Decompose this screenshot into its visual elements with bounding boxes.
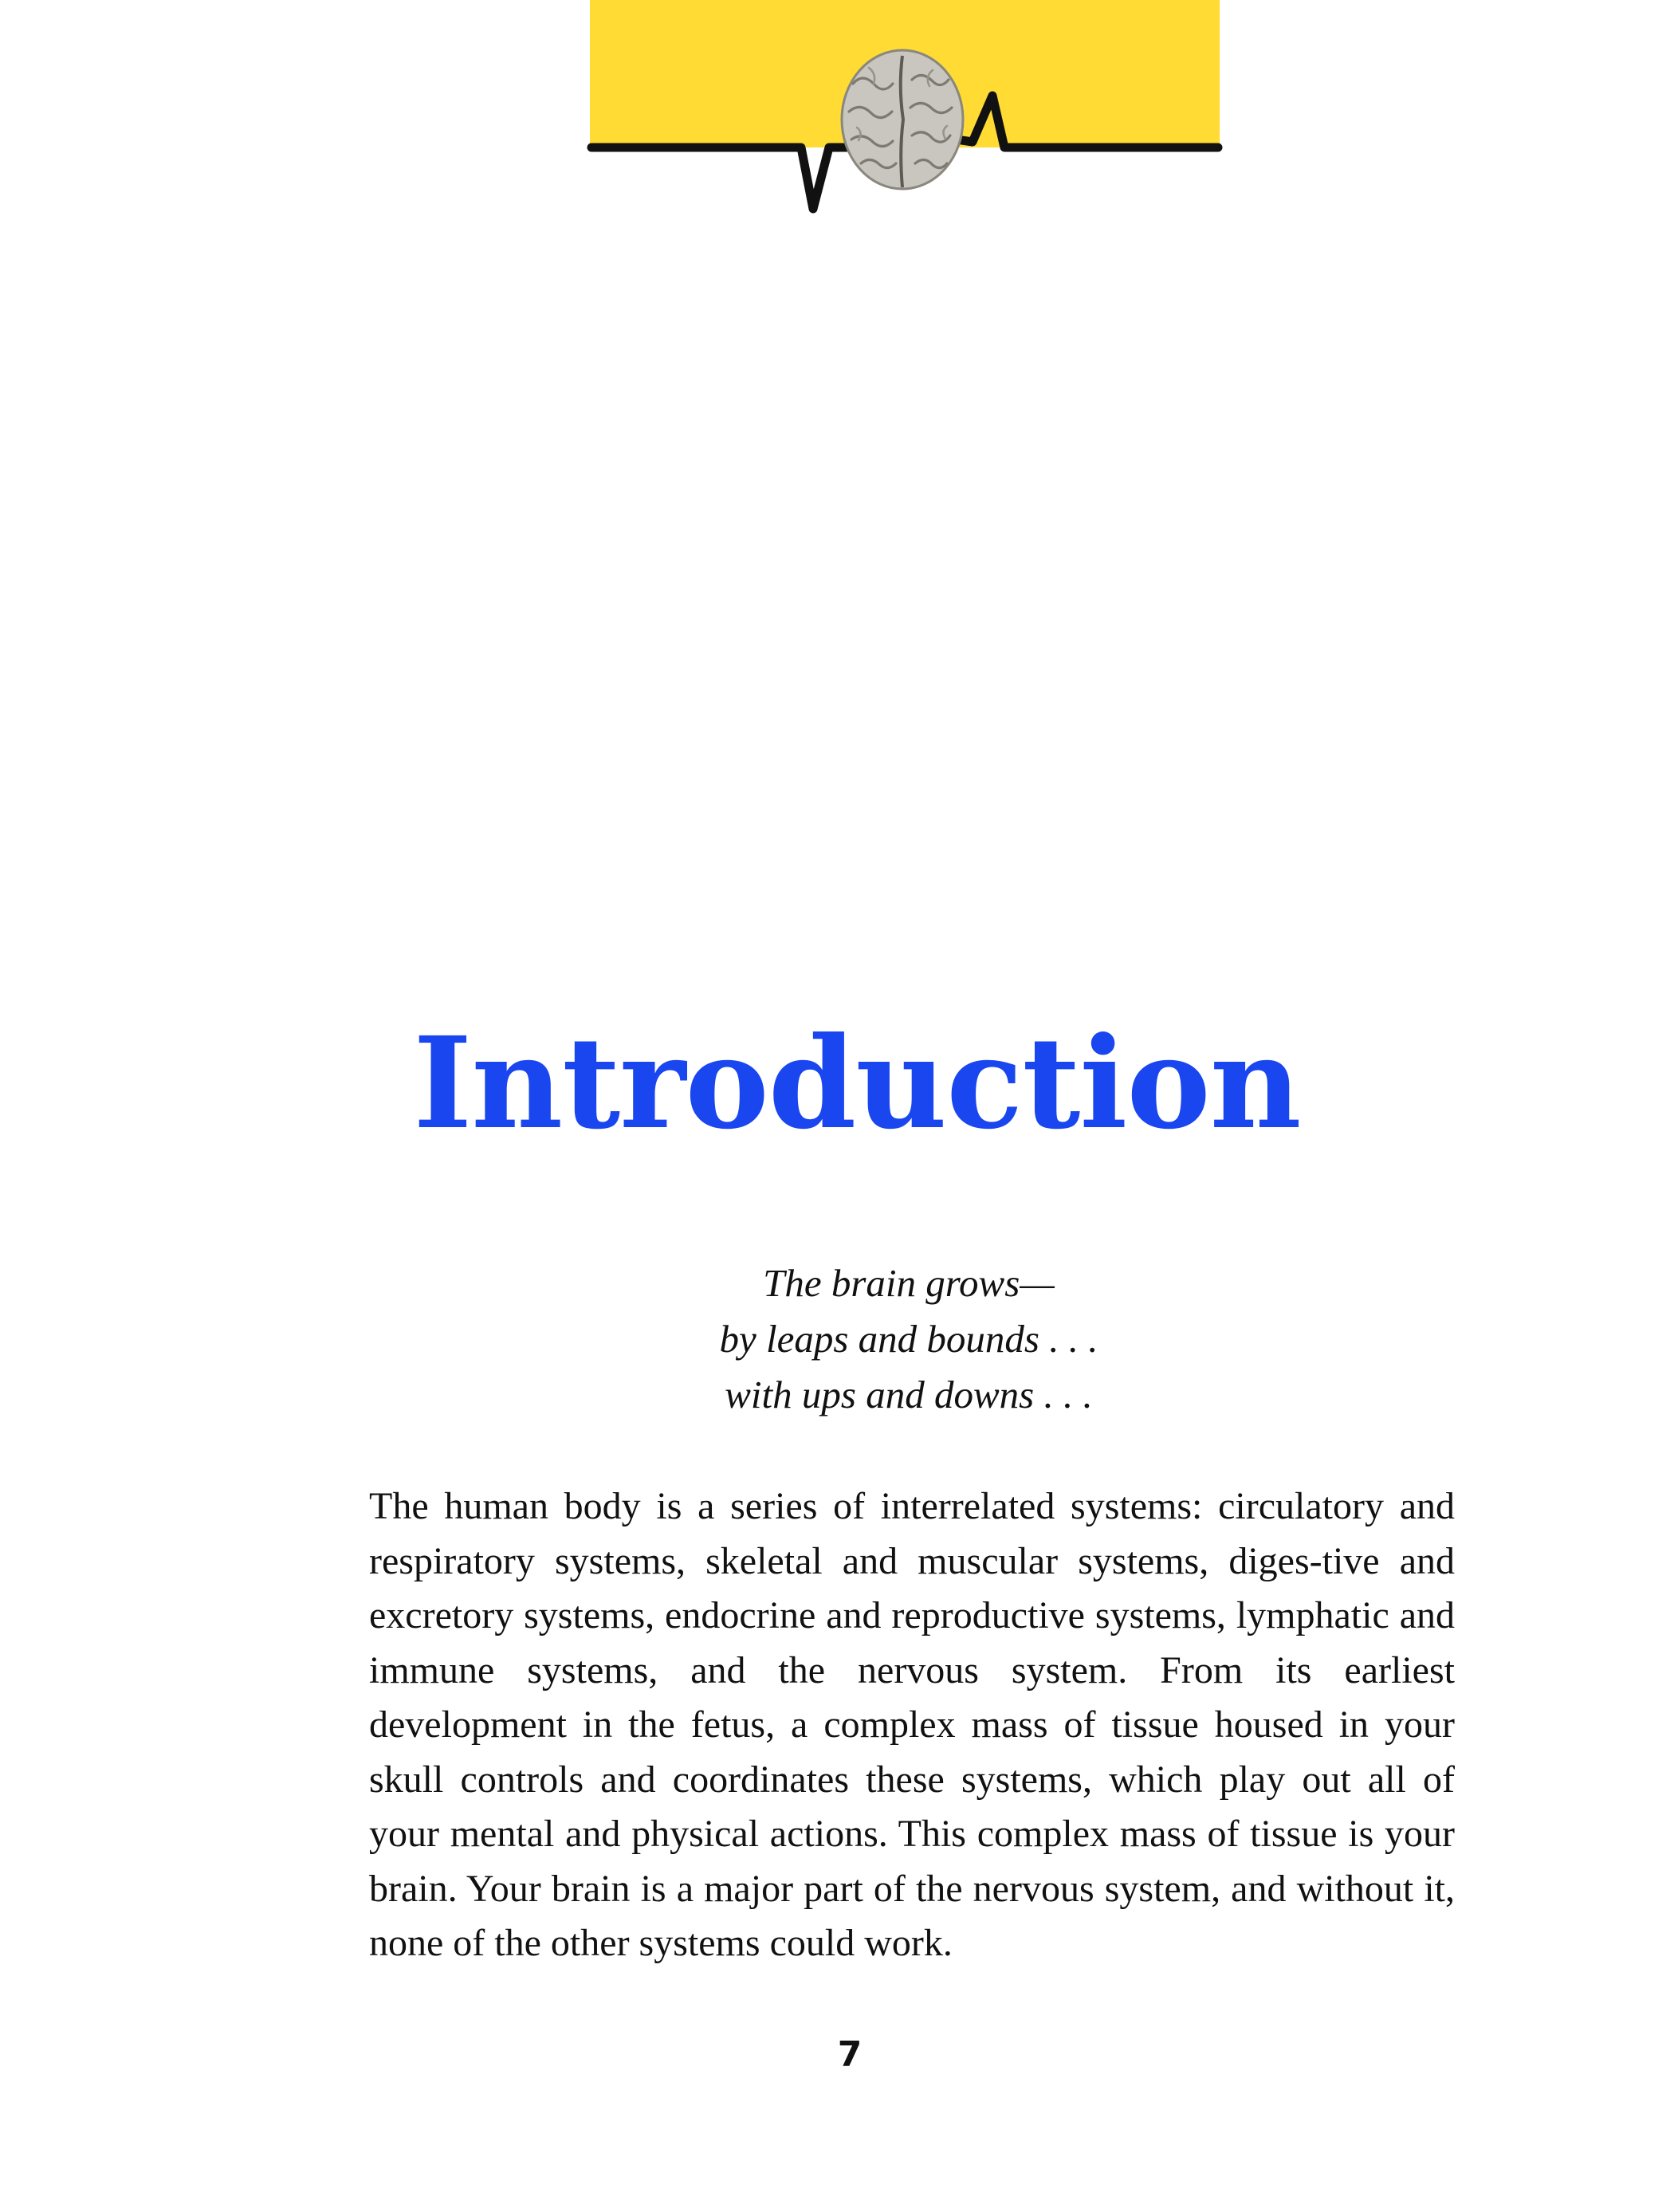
epigraph-line: The brain grows— — [763, 1261, 1055, 1305]
body-paragraph: The human body is a series of interrelated systems: circulatory and respiratory systems, skeletal and muscular systems, diges-tive and excretory systems, endocrine and reproductive systems, lymphatic and immune systems, and the nervous system. From its earliest development in the fetus, a complex mass of tissue housed in your skull controls and coordinates these systems, which play out all of your mental and physical actions. This complex mass of tissue is your brain. Your brain is a major part of the nervous system, and without it, none of the other systems could work. — [369, 1485, 1455, 1964]
epigraph-line: by leaps and bounds . . . — [719, 1317, 1098, 1361]
page-title: Introduction — [413, 1010, 1301, 1157]
epigraph — [670, 1255, 1148, 1423]
header-heartbeat-graphic — [574, 0, 1236, 231]
epigraph-line: with ups and downs . . . — [725, 1373, 1093, 1416]
page-number: 7 — [837, 2034, 863, 2075]
brain-icon — [842, 50, 963, 189]
